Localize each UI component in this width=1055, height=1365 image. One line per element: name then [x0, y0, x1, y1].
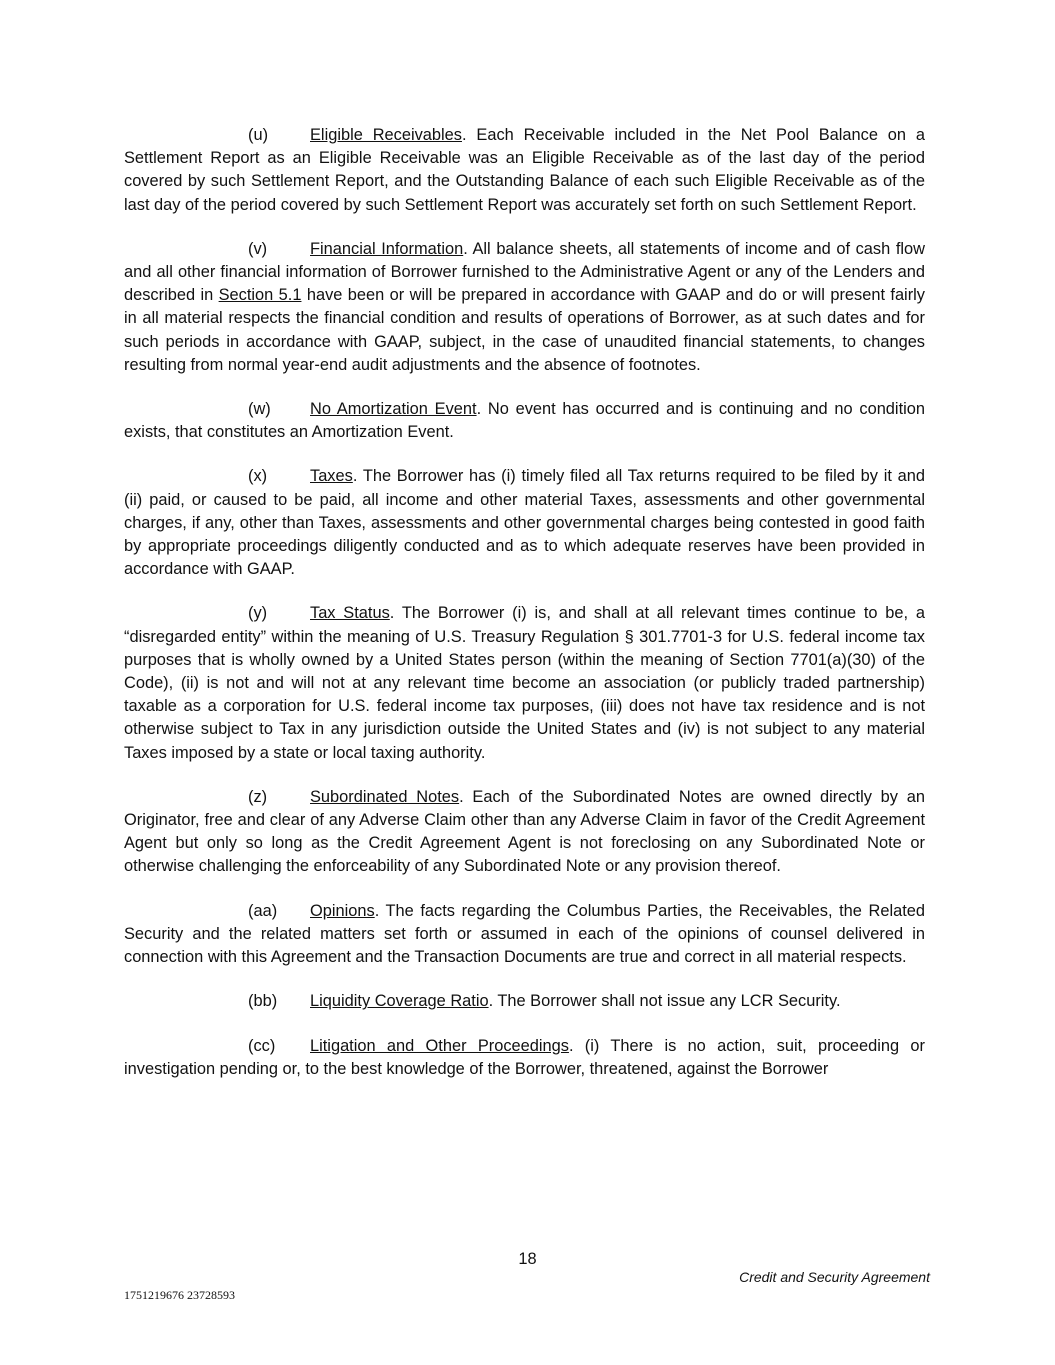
clause-heading: Tax Status — [310, 604, 390, 623]
clause-text: . The Borrower (i) is, and shall at all relevant times continue to be, a “disregarded entity” within the meaning of U.S. Treasury Regulation § 301.7701-3 for U.S. federal income tax purposes that is wholly owned by a United States person (within the meaning of Section 7701(a)(30) of the Code), (ii) is not and will not at any relevant time become an association (or publicly traded partnership) taxable as a corporation for U.S. federal income tax purposes, (iii) does not have tax residence and is not otherwise subject to Tax in any jurisdiction outside the United States and (iv) is not subject to any material Taxes imposed by a state or local taxing authority. — [124, 604, 925, 762]
clause-text-continued: have been or will be prepared in accordance with GAAP and do or will present fairly in all material respects the financial condition and results of operations of Borrower, as at such dates and for such periods in accordance with GAAP, subject, in the case of unaudited financial statements, to changes resulting from normal year-end audit adjustments and the absence of footnotes. — [124, 286, 925, 374]
paragraph-w — [124, 398, 925, 444]
clause-heading: No Amortization Event — [310, 400, 477, 419]
clause-label: (v) — [248, 239, 268, 258]
clause-label: (aa) — [248, 901, 278, 920]
clause-heading: Eligible Receivables — [310, 126, 462, 144]
clause-label: (u) — [248, 126, 269, 144]
clause-label: (w) — [248, 400, 271, 419]
clause-text: . Each of the Subordinated Notes are owned directly by an Originator, free and clear of any Adverse Claim other than any Adverse Claim in favor of the Credit Agreement Agent but only so long as the Credit Agreement Agent is not foreclosing on any Subordinated Note or otherwise challenging the enforceability of any Subordinated Note or any provision thereof. — [124, 787, 925, 876]
page-number: 18 — [518, 1250, 537, 1268]
paragraph-bb — [124, 990, 925, 1013]
clause-label: (x) — [248, 467, 268, 486]
clause-label: (cc) — [248, 1036, 276, 1055]
paragraph-z — [124, 786, 925, 879]
clause-text: . The Borrower shall not issue any LCR Security. — [488, 992, 841, 1011]
clause-heading: Litigation and Other Proceedings — [310, 1036, 569, 1055]
clause-text: . The facts regarding the Columbus Parties, the Receivables, the Related Security and the related matters set forth or assumed in each of the opinions of counsel delivered in connection with this Agreement and the Transaction Documents are true and correct in all material respects. — [124, 901, 925, 967]
clause-heading: Subordinated Notes — [310, 787, 460, 806]
document-body — [124, 124, 925, 1102]
paragraph-v — [124, 238, 925, 377]
section-reference: Section 5.1 — [218, 286, 302, 305]
clause-text: . The Borrower has (i) timely filed all Tax returns required to be filed by it and (ii) paid, or caused to be paid, all income and other material Taxes, assessments and other governmental charges, if any, other than Taxes, assessments and other governmental charges being contested in good faith by appropriate proceedings diligently conducted and as to which adequate reserves have been provided in accordance with GAAP. — [124, 467, 925, 579]
paragraph-cc — [124, 1035, 925, 1081]
clause-label: (z) — [248, 787, 268, 806]
clause-heading: Liquidity Coverage Ratio — [310, 992, 489, 1011]
paragraph-x — [124, 465, 925, 581]
clause-text: . (i) There is no action, suit, proceeding or investigation pending or, to the best knowledge of the Borrower, threatened, against the Borrower — [124, 1036, 925, 1078]
paragraph-y — [124, 602, 925, 764]
clause-heading: Opinions — [310, 901, 375, 920]
paragraph-aa — [124, 900, 925, 970]
footer-document-id: 1751219676 23728593 — [124, 1288, 235, 1302]
clause-text: . All balance sheets, all statements of income and of cash flow and all other financial information of Borrower furnished to the Administrative Agent or any of the Lenders and described in — [124, 239, 925, 305]
clause-label: (y) — [248, 604, 268, 623]
paragraph-u — [124, 124, 925, 217]
clause-text: . No event has occurred and is continuing and no condition exists, that constitutes an Amortization Event. — [124, 400, 925, 442]
footer-document-title: Credit and Security Agreement — [739, 1269, 930, 1285]
clause-text: . Each Receivable included in the Net Pool Balance on a Settlement Report as an Eligible Receivable was an Eligible Receivable as of the last day of the period covered by such Settlement Report, and the Outstanding Balance of each such Eligible Receivable as of the last day of the period covered by such Settlement Report was accurately set forth on such Settlement Report. — [124, 126, 925, 214]
clause-label: (bb) — [248, 992, 278, 1011]
clause-heading: Taxes — [310, 467, 353, 486]
clause-heading: Financial Information — [310, 239, 464, 258]
